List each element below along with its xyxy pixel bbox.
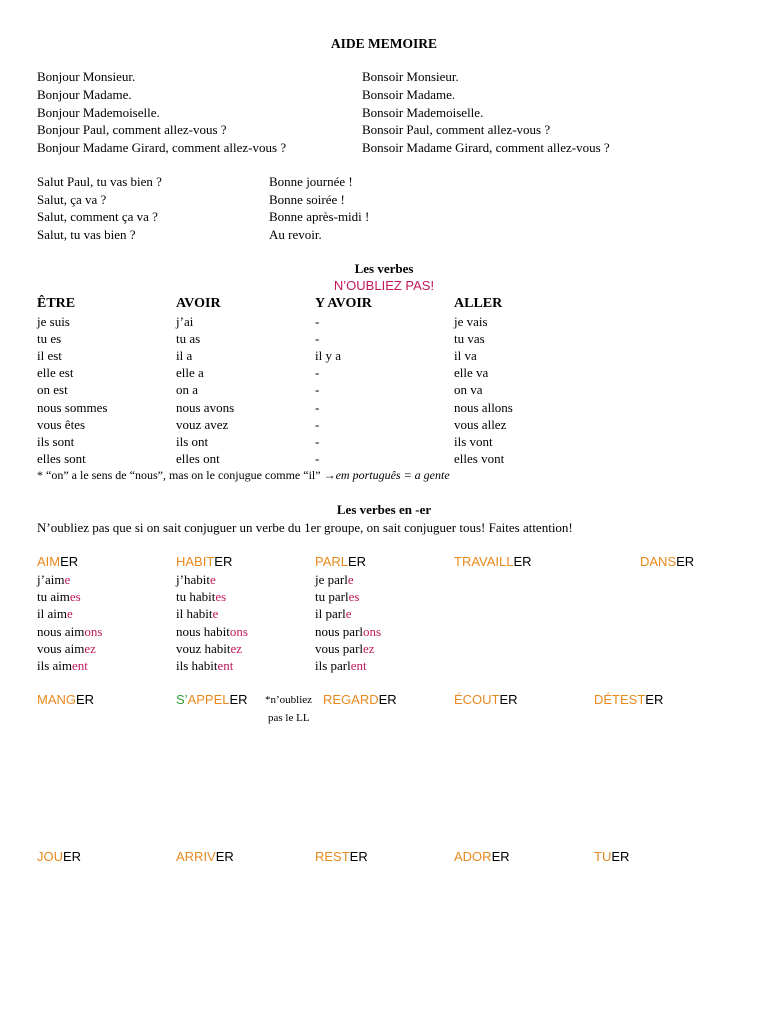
- verb-stem: DÉTEST: [594, 692, 646, 707]
- verb-form: je vais: [454, 314, 488, 329]
- verb-ending: ER: [676, 554, 695, 569]
- verb-form: il a: [176, 348, 193, 363]
- conj-ending: ons: [84, 624, 103, 639]
- greeting-line: Bonjour Paul, comment allez-vous ?: [37, 122, 227, 137]
- conj-stem: vous parl: [315, 641, 364, 656]
- er-verb-label: [176, 553, 232, 570]
- greeting-line: Bonne après-midi !: [269, 209, 370, 224]
- verb-ending: ER: [229, 692, 248, 707]
- on-note: [37, 467, 450, 484]
- conj-form: [315, 657, 367, 674]
- greeting-line: Bonjour Madame.: [37, 87, 132, 102]
- verb-form: j’ai: [176, 314, 194, 329]
- greeting-line: Bonsoir Monsieur.: [362, 69, 459, 84]
- er-verb-label: [315, 848, 368, 865]
- er-verb-label: [315, 553, 366, 570]
- conj-form: [37, 623, 102, 640]
- verb-form: -: [315, 365, 320, 380]
- reminder-text: N’OUBLIEZ PAS!: [333, 278, 435, 293]
- conj-ending: ez: [84, 641, 96, 656]
- conj-form: [176, 588, 226, 605]
- conj-stem: tu habit: [176, 589, 216, 604]
- greeting-line: Bonjour Mademoiselle.: [37, 105, 160, 120]
- er-verb-label: [594, 848, 629, 865]
- conj-stem: nous aim: [37, 624, 85, 639]
- verb-stem: TRAVAILL: [454, 554, 514, 569]
- verb-form: -: [315, 417, 320, 432]
- verb-form: on est: [37, 382, 68, 397]
- verb-stem: ÉCOUT: [454, 692, 500, 707]
- verb-ending: ER: [611, 849, 630, 864]
- greeting-line: Bonsoir Mademoiselle.: [362, 105, 484, 120]
- conj-stem: nous parl: [315, 624, 364, 639]
- greeting-line: Salut, tu vas bien ?: [37, 227, 136, 242]
- verb-ending: ER: [76, 692, 95, 707]
- verb-ending: ER: [214, 554, 233, 569]
- greeting-line: Salut, comment ça va ?: [37, 209, 158, 224]
- verb-form: il est: [37, 348, 62, 363]
- conj-stem: j’aim: [37, 572, 65, 587]
- conj-stem: nous habit: [176, 624, 230, 639]
- verb-form: elle a: [176, 365, 204, 380]
- conj-form: [315, 571, 354, 588]
- conj-form: [315, 640, 375, 657]
- conj-stem: vous aim: [37, 641, 85, 656]
- conj-ending: es: [215, 589, 227, 604]
- er-verb-label: [37, 553, 78, 570]
- greeting-line: Bonsoir Paul, comment allez-vous ?: [362, 122, 551, 137]
- conj-stem: ils parl: [315, 658, 351, 673]
- verb-ending: ER: [491, 849, 510, 864]
- conj-form: [176, 640, 242, 657]
- conj-ending: e: [66, 606, 73, 621]
- verb-stem: MANG: [37, 692, 76, 707]
- conj-form: [176, 571, 216, 588]
- conj-ending: ons: [229, 624, 248, 639]
- er-verbs-intro: N’oubliez pas que si on sait conjuguer un verbe du 1er groupe, on sait conjuguer tous! Faites attention!: [37, 520, 573, 535]
- verb-form: je suis: [37, 314, 70, 329]
- verb-ending: ER: [60, 554, 79, 569]
- conj-form: [37, 588, 81, 605]
- er-verb-label: [594, 691, 663, 708]
- verb-stem: DANS: [640, 554, 677, 569]
- conj-ending: es: [69, 589, 81, 604]
- verb-form: elles sont: [37, 451, 86, 466]
- er-verb-label: [454, 553, 532, 570]
- conj-ending: e: [347, 572, 354, 587]
- verb-form: vouz avez: [176, 417, 229, 432]
- conj-ending: ez: [363, 641, 375, 656]
- verb-form: nous allons: [454, 400, 513, 415]
- conj-form: [37, 657, 88, 674]
- verb-form: tu as: [176, 331, 201, 346]
- greeting-line: Bonjour Monsieur.: [37, 69, 136, 84]
- verb-header: ÊTRE: [37, 296, 76, 311]
- er-verb-label: [454, 691, 518, 708]
- er-verb-label: [323, 691, 397, 708]
- verb-stem: JOU: [37, 849, 63, 864]
- verb-stem: PARL: [315, 554, 348, 569]
- conj-stem: ils aim: [37, 658, 73, 673]
- verb-form: ils sont: [37, 434, 75, 449]
- verb-header: Y AVOIR: [315, 296, 372, 311]
- verb-stem: ARRIV: [176, 849, 216, 864]
- verb-form: elle va: [454, 365, 489, 380]
- conj-stem: tu aim: [37, 589, 70, 604]
- verb-ending: ER: [349, 849, 368, 864]
- conj-ending: ez: [230, 641, 243, 656]
- verb-ending: ER: [215, 849, 234, 864]
- verb-stem: AIM: [37, 554, 61, 569]
- conj-ending: ent: [72, 658, 88, 673]
- verb-form: -: [315, 331, 320, 346]
- er-verbs-heading: Les verbes en -er: [336, 502, 432, 517]
- verb-stem: REGARD: [323, 692, 379, 707]
- conj-form: [37, 571, 70, 588]
- verb-form: -: [315, 434, 320, 449]
- ll-note-line-1: *n’oubliez: [265, 694, 313, 706]
- verb-form: nous avons: [176, 400, 235, 415]
- conj-stem: tu parl: [315, 589, 349, 604]
- conj-ending: ons: [363, 624, 382, 639]
- on-note-text: * “on” a le sens de “nous”, mas on le conjugue comme “il”: [37, 468, 324, 482]
- conj-form: [315, 605, 351, 622]
- conj-stem: il parl: [315, 606, 346, 621]
- verb-form: elles vont: [454, 451, 505, 466]
- page-title: AIDE MEMOIRE: [330, 36, 438, 51]
- conj-stem: il habit: [176, 606, 213, 621]
- verb-form: ils ont: [176, 434, 209, 449]
- verb-stem: [176, 692, 229, 707]
- greeting-line: Salut Paul, tu vas bien ?: [37, 174, 162, 189]
- conj-form: [176, 657, 233, 674]
- verb-form: nous sommes: [37, 400, 108, 415]
- verb-form: -: [315, 451, 320, 466]
- verb-stem: REST: [315, 849, 350, 864]
- verb-form: elles ont: [176, 451, 220, 466]
- verbs-heading: Les verbes: [354, 261, 414, 276]
- conj-form: [176, 605, 218, 622]
- conj-ending: ent: [350, 658, 367, 673]
- conj-ending: e: [212, 606, 219, 621]
- verb-form: elle est: [37, 365, 74, 380]
- verb-header: ALLER: [454, 296, 503, 311]
- conj-stem: vouz habit: [176, 641, 231, 656]
- conj-form: [315, 623, 381, 640]
- er-verb-label: [454, 848, 510, 865]
- verb-form: -: [315, 382, 320, 397]
- conj-form: [315, 588, 359, 605]
- verb-form: vous allez: [454, 417, 507, 432]
- conj-ending: e: [345, 606, 352, 621]
- conj-form: [37, 605, 73, 622]
- conj-stem: j’habit: [176, 572, 210, 587]
- greeting-line: Bonne soirée !: [269, 192, 345, 207]
- greeting-line: Bonjour Madame Girard, comment allez-vous ?: [37, 140, 287, 155]
- greeting-line: Bonne journée !: [269, 174, 353, 189]
- greeting-line: Au revoir.: [269, 227, 322, 242]
- verb-ending: ER: [645, 692, 664, 707]
- verb-prefix: S’: [176, 692, 188, 707]
- conj-stem: je parl: [315, 572, 348, 587]
- verb-stem: TU: [594, 849, 612, 864]
- verb-stem: ADOR: [454, 849, 492, 864]
- verb-form: -: [315, 314, 320, 329]
- verb-ending: ER: [378, 692, 397, 707]
- verb-form: on va: [454, 382, 483, 397]
- verb-form: ils vont: [454, 434, 493, 449]
- conj-ending: ent: [217, 658, 234, 673]
- verb-form: il y a: [315, 348, 341, 363]
- conj-stem: il aim: [37, 606, 67, 621]
- on-note-italic: em português = a gente: [335, 468, 450, 482]
- er-verb-label: [37, 848, 81, 865]
- verb-stem: HABIT: [176, 554, 215, 569]
- conj-ending: e: [64, 572, 71, 587]
- verb-form: tu vas: [454, 331, 485, 346]
- verb-form: -: [315, 400, 320, 415]
- conj-form: [176, 623, 248, 640]
- conj-ending: es: [348, 589, 360, 604]
- er-verb-label: [176, 691, 248, 708]
- verb-form: vous êtes: [37, 417, 86, 432]
- verb-ending: ER: [348, 554, 367, 569]
- verb-form: on a: [176, 382, 199, 397]
- er-verb-label: [37, 691, 94, 708]
- verb-ending: ER: [499, 692, 518, 707]
- verb-ending: ER: [63, 849, 82, 864]
- verb-form: il va: [454, 348, 477, 363]
- greeting-line: Salut, ça va ?: [37, 192, 107, 207]
- er-verb-label: [640, 553, 694, 570]
- verb-ending: ER: [513, 554, 532, 569]
- conj-ending: e: [209, 572, 216, 587]
- conj-stem: ils habit: [176, 658, 218, 673]
- verb-header: AVOIR: [176, 296, 221, 311]
- er-verb-label: [176, 848, 234, 865]
- ll-note-line-2: pas le LL: [268, 712, 310, 724]
- arrow-icon: →: [323, 468, 336, 482]
- verb-stem-part: APPEL: [187, 692, 230, 707]
- verb-form: tu es: [37, 331, 62, 346]
- greeting-line: Bonsoir Madame.: [362, 87, 456, 102]
- greeting-line: Bonsoir Madame Girard, comment allez-vous ?: [362, 140, 610, 155]
- conj-form: [37, 640, 96, 657]
